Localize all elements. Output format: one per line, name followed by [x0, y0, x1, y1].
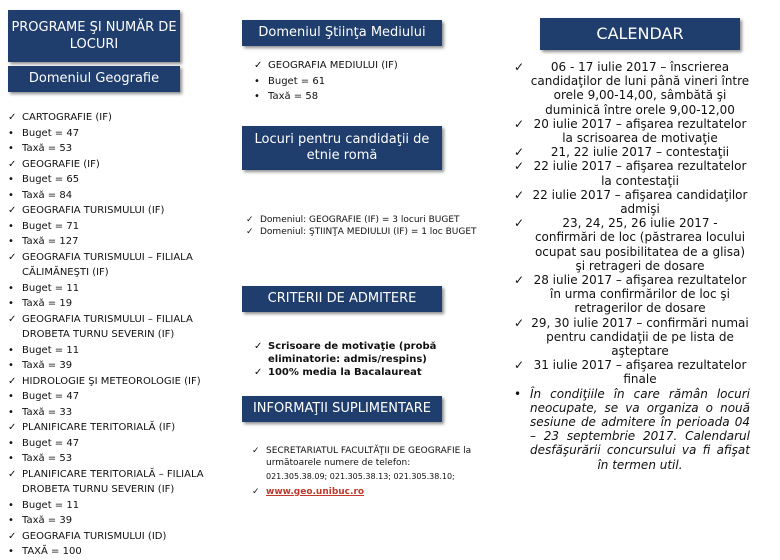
list-item-text: Taxă = 39 — [22, 515, 73, 526]
list-item-text: 28 iulie 2017 – afişarea rezultatelor în urma confirmărilor de loc şi retragerilor de dosare — [533, 273, 747, 316]
list-item-text: TAXĂ = 100 — [22, 546, 82, 557]
bullet-icon: • — [514, 386, 522, 401]
list-item-text: GEOGRAFIA MEDIULUI (IF) — [268, 60, 398, 71]
list-item-text: HIDROLOGIE ŞI METEOROLOGIE (IF) — [22, 375, 201, 387]
info-link-row — [252, 487, 472, 499]
list-item-text: GEOGRAFIA TURISMULUI (ID) — [22, 530, 167, 542]
list-item — [514, 216, 750, 273]
programs-title-box — [8, 10, 180, 62]
list-item-text: 100% media la Bacalaureat — [268, 367, 422, 378]
list-item — [8, 172, 213, 188]
check-icon: ✓ — [8, 375, 17, 387]
list-item — [8, 250, 213, 281]
list-item — [514, 159, 750, 187]
env-programs-list — [254, 58, 444, 105]
bullet-icon: • — [8, 220, 14, 232]
list-item — [514, 358, 750, 386]
list-item-text: 29, 30 iulie 2017 – confirmări numai pentru candidaţii de pe lista de aşteptare — [531, 315, 749, 359]
bullet-icon: • — [8, 499, 14, 511]
roma-places-list — [246, 214, 486, 238]
list-item-text: Taxă = 39 — [22, 360, 73, 371]
calendar-box — [540, 18, 740, 50]
roma-title: Locuri pentru candidaţii de etnie romă — [254, 132, 430, 163]
list-item-text: GEOGRAFIA TURISMULUI (IF) — [22, 205, 165, 216]
list-item-text: Buget = 71 — [22, 220, 80, 232]
list-item-text: CARTOGRAFIE (IF) — [22, 112, 112, 123]
roma-box — [242, 126, 442, 170]
list-item — [8, 234, 213, 250]
list-item — [8, 436, 213, 452]
list-item-text: PLANIFICARE TERITORIALĂ – FILIALA DROBETA TURNU SEVERIN (IF) — [22, 468, 204, 495]
env-domain-box — [242, 20, 442, 46]
list-item-text: Taxă = 53 — [22, 453, 73, 464]
info-phones-row — [252, 471, 472, 483]
list-item-text: Buget = 47 — [22, 437, 80, 449]
list-item-text: Buget = 47 — [22, 391, 80, 402]
list-item — [8, 219, 213, 235]
list-item — [514, 117, 750, 145]
list-item — [8, 374, 213, 390]
list-item — [246, 214, 486, 226]
list-item-text: 22 iulie 2017 – afişarea candidaţilor admişi — [532, 187, 748, 217]
list-item — [8, 358, 213, 374]
check-icon: ✓ — [514, 216, 525, 231]
bullet-icon: • — [254, 75, 260, 87]
list-item-text: 20 iulie 2017 – afişarea rezultatelor la scrisoarea de motivaţie — [533, 116, 747, 146]
list-item — [8, 405, 213, 421]
list-item-text: GEOGRAFIE (IF) — [22, 158, 100, 170]
list-item — [8, 513, 213, 529]
list-item — [254, 340, 484, 366]
list-item — [8, 188, 213, 204]
list-item — [514, 188, 750, 216]
list-item-text: Scrisoare de motivaţie (probă eliminatorie: admis/respins) — [268, 341, 437, 365]
check-icon: ✓ — [252, 446, 260, 456]
check-icon: ✓ — [514, 315, 525, 330]
list-item-text: Domeniul: ŞTIINŢA MEDIULUI (IF) = 1 loc BUGET — [260, 227, 477, 237]
check-icon: ✓ — [8, 205, 17, 216]
check-icon: ✓ — [246, 215, 254, 225]
criteria-title: CRITERII DE ADMITERE — [267, 291, 417, 306]
check-icon: ✓ — [514, 159, 525, 174]
bullet-icon: • — [8, 453, 14, 464]
geography-domain-title: Domeniul Geografie — [28, 71, 160, 86]
geography-domain-box — [8, 66, 180, 92]
list-item-text: 06 - 17 iulie 2017 – înscrierea candidaţilor de luni până vineri între orele 9,00-14,00, sâmbătă şi duminică între orele 9,00-12,00 — [530, 60, 750, 117]
criteria-box — [242, 286, 442, 312]
list-item — [254, 58, 444, 74]
bullet-icon: • — [8, 344, 14, 356]
bullet-icon: • — [8, 406, 14, 418]
bullet-icon: • — [8, 515, 14, 526]
bullet-icon: • — [8, 298, 14, 309]
list-item-text: 21, 22 iulie 2017 – contestaţii — [550, 145, 730, 160]
geography-programs-list — [8, 110, 213, 560]
list-item — [8, 544, 213, 560]
bullet-icon: • — [8, 189, 14, 201]
list-item — [514, 273, 750, 316]
list-item — [8, 312, 213, 343]
list-item-text: Taxă = 58 — [268, 91, 319, 102]
list-item — [514, 316, 750, 359]
list-item — [8, 203, 213, 219]
info-list — [252, 446, 472, 498]
env-domain-title: Domeniul Ştiinţa Mediului — [258, 25, 426, 40]
list-item — [8, 296, 213, 312]
list-item — [8, 343, 213, 359]
list-item-text: Buget = 47 — [22, 127, 80, 139]
bullet-icon: • — [8, 174, 14, 185]
list-item-text: Taxă = 33 — [22, 406, 73, 418]
website-link[interactable]: www.geo.unibuc.ro — [266, 486, 365, 497]
criteria-list — [254, 340, 484, 379]
list-item-text: Buget = 65 — [22, 174, 80, 185]
list-item — [8, 451, 213, 467]
check-icon: ✓ — [514, 145, 525, 160]
check-icon: ✓ — [8, 468, 17, 480]
check-icon: ✓ — [246, 227, 254, 237]
list-item — [246, 226, 486, 238]
check-icon: ✓ — [514, 187, 525, 202]
info-phones: 021.305.38.09; 021.305.38.13; 021.305.38.10; — [266, 472, 455, 481]
list-item-text: Taxă = 84 — [22, 189, 73, 201]
list-item-text: Taxă = 127 — [22, 236, 79, 247]
list-item-text: Buget = 11 — [22, 344, 80, 356]
check-icon: ✓ — [8, 158, 17, 170]
list-item — [8, 498, 213, 514]
calendar-title: CALENDAR — [596, 24, 684, 43]
list-item — [8, 157, 213, 173]
check-icon: ✓ — [514, 60, 525, 74]
check-icon: ✓ — [8, 313, 17, 325]
list-item — [254, 366, 484, 379]
bullet-icon: • — [8, 437, 14, 449]
list-item-text: Taxă = 19 — [22, 298, 73, 309]
list-item — [8, 389, 213, 405]
list-item — [514, 145, 750, 159]
check-icon: ✓ — [254, 341, 263, 352]
list-item — [8, 110, 213, 126]
list-item-text: GEOGRAFIA TURISMULUI – FILIALA DROBETA TURNU SEVERIN (IF) — [22, 313, 193, 340]
bullet-icon: • — [8, 360, 14, 371]
info-text: SECRETARIATUL FACULTĂŢII DE GEOGRAFIE la următoarele numere de telefon: — [266, 446, 472, 468]
list-item — [8, 281, 213, 297]
programs-title: PROGRAME ŞI NUMĂR DE LOCURI — [11, 20, 177, 52]
list-item — [8, 141, 213, 157]
check-icon: ✓ — [8, 422, 17, 433]
check-icon: ✓ — [254, 60, 263, 71]
list-item — [254, 89, 444, 105]
check-icon: ✓ — [8, 530, 17, 542]
info-title: INFORMAŢII SUPLIMENTARE — [252, 401, 432, 416]
bullet-icon: • — [8, 143, 14, 154]
list-item — [514, 387, 750, 472]
list-item-text: PLANIFICARE TERITORIALĂ (IF) — [22, 422, 176, 433]
check-icon: ✓ — [514, 273, 525, 288]
list-item-text: GEOGRAFIA TURISMULUI – FILIALA CĂLIMĂNEŞTI (IF) — [22, 251, 193, 278]
info-secretariat — [252, 446, 472, 469]
list-item — [8, 529, 213, 545]
bullet-icon: • — [8, 282, 14, 294]
list-item-text: Domeniul: GEOGRAFIE (IF) = 3 locuri BUGET — [260, 215, 460, 225]
list-item — [514, 60, 750, 117]
list-item-text: Buget = 11 — [22, 499, 80, 511]
bullet-icon: • — [8, 546, 14, 557]
bullet-icon: • — [254, 91, 260, 102]
check-icon: ✓ — [514, 116, 525, 131]
check-icon: ✓ — [8, 112, 17, 123]
list-item — [8, 467, 213, 498]
check-icon: ✓ — [514, 358, 525, 373]
bullet-icon: • — [8, 127, 14, 139]
list-item — [8, 126, 213, 142]
calendar-list — [514, 60, 750, 472]
list-item-text: Buget = 11 — [22, 282, 80, 294]
check-icon: ✓ — [252, 486, 260, 497]
list-item-text: În condiţiile în care rămân locuri neocupate, se va organiza o nouă sesiune de admitere în perioada 04 – 23 septembrie 2017. Calendarul desfăşurării concursului va fi afişat în termen util. — [530, 386, 750, 472]
bullet-icon: • — [8, 391, 14, 402]
list-item — [254, 74, 444, 90]
list-item-text: Buget = 61 — [268, 75, 326, 87]
info-box — [242, 396, 442, 422]
list-item-text: 23, 24, 25, 26 iulie 2017 - confirmări de loc (păstrarea locului ocupat sau posibilitatea de a glisa) şi retrageri de dosare — [534, 216, 746, 273]
list-item-text: Taxă = 53 — [22, 143, 73, 154]
list-item-text: 31 iulie 2017 – afişarea rezultatelor finale — [533, 358, 747, 387]
bullet-icon: • — [8, 236, 14, 247]
list-item-text: 22 iulie 2017 – afişarea rezultatelor la contestaţii — [533, 159, 747, 188]
list-item — [8, 420, 213, 436]
check-icon: ✓ — [8, 251, 17, 263]
check-icon: ✓ — [254, 367, 263, 378]
